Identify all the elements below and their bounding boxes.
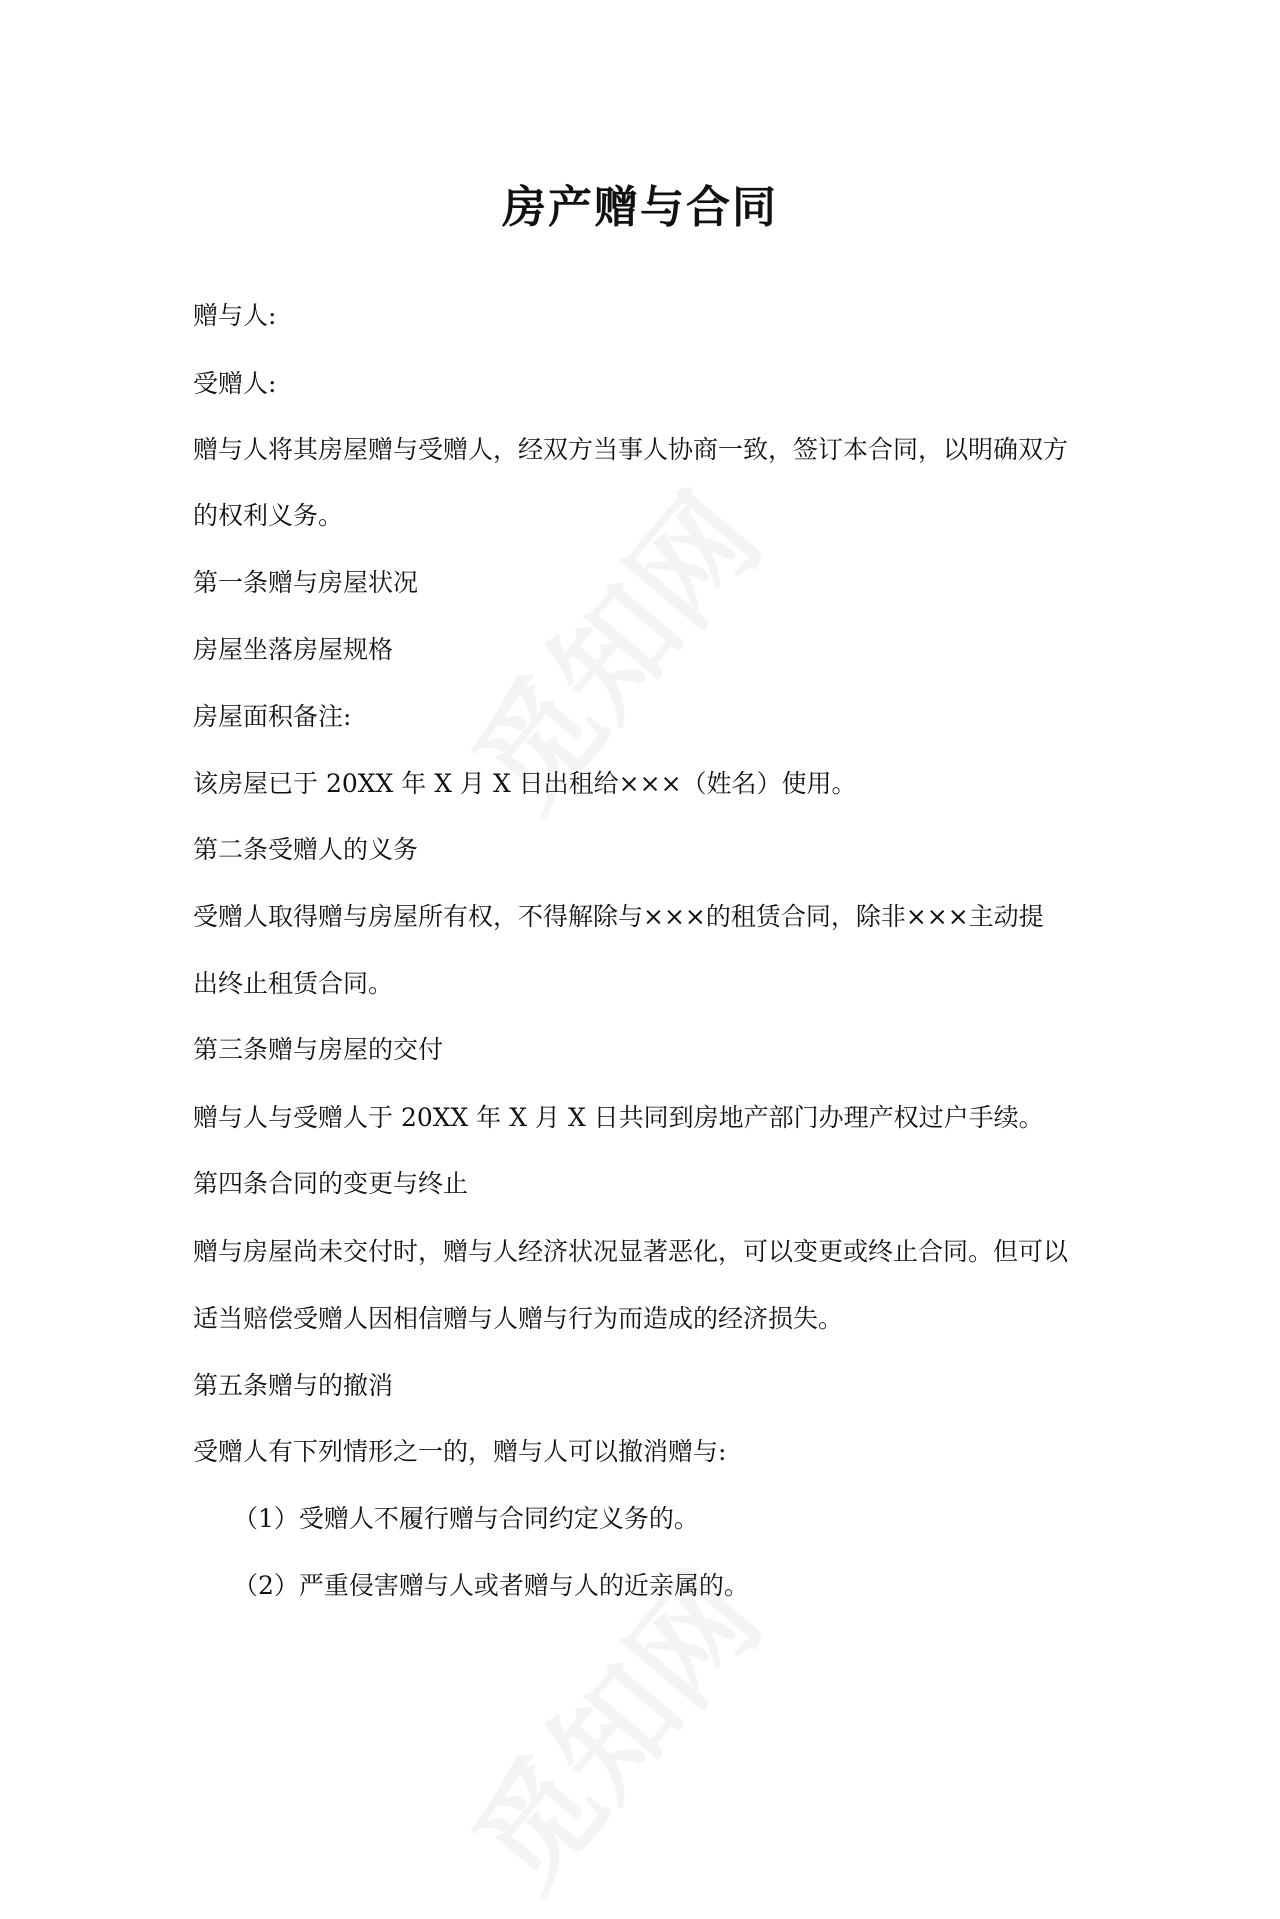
paragraph-line: 赠与人与受赠人于 20XX 年 X 月 X 日共同到房地产部门办理产权过户手续。 [193,1103,1044,1132]
paragraph-line: 赠与人将其房屋赠与受赠人，经双方当事人协商一致，签订本合同，以明确双方 [193,435,1069,464]
article-heading: 第四条合同的变更与终止 [193,1169,469,1198]
article-heading: 第二条受赠人的义务 [193,835,419,864]
article-heading: 第一条赠与房屋状况 [193,568,419,597]
paragraph-line: 房屋坐落房屋规格 [193,635,394,664]
document-title: 房产赠与合同 [502,182,778,233]
list-item: （1）受赠人不履行赠与合同约定义务的。 [233,1504,699,1533]
paragraph-line: 适当赔偿受赠人因相信赠与人赠与行为而造成的经济损失。 [193,1304,844,1333]
paragraph-line: 该房屋已于 20XX 年 X 月 X 日出租给×××（姓名）使用。 [193,769,857,798]
paragraph-line: 出终止租赁合同。 [193,969,394,998]
paragraph-line: 房屋面积备注: [193,702,352,731]
list-item: （2）严重侵害赠与人或者赠与人的近亲属的。 [233,1571,749,1600]
paragraph-line: 受赠人取得赠与房屋所有权，不得解除与×××的租赁合同，除非×××主动提 [193,902,1044,931]
paragraph-line: 赠与房屋尚未交付时，赠与人经济状况显著恶化，可以变更或终止合同。但可以 [193,1237,1069,1266]
article-heading: 第五条赠与的撤消 [193,1371,394,1400]
donee-line: 受赠人: [193,369,277,398]
paragraph-line: 的权利义务。 [193,501,344,530]
article-heading: 第三条赠与房屋的交付 [193,1035,444,1064]
donor-line: 赠与人: [193,301,277,330]
paragraph-line: 受赠人有下列情形之一的，赠与人可以撤消赠与: [193,1437,727,1466]
